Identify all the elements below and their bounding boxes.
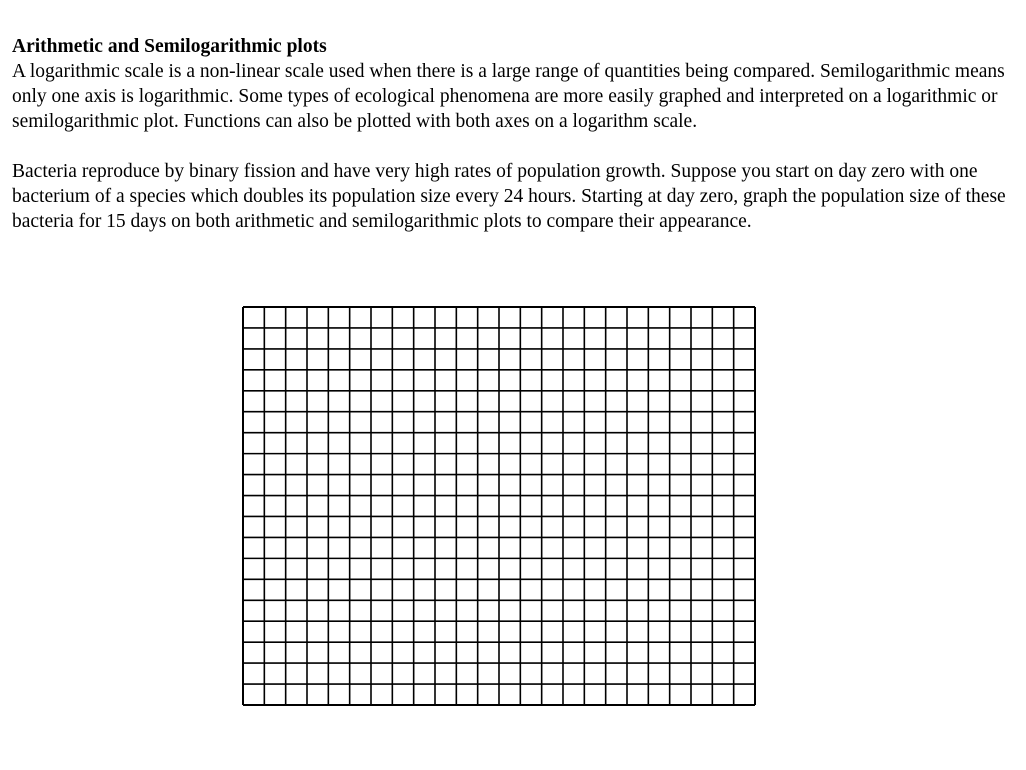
problem-paragraph: Bacteria reproduce by binary fission and have very high rates of population growth. Suppose you start on day zero with one bacterium of a species which doubles its population size every 24 hours. Starting at day zero, graph the population size of these bacteria for 15 days on both arithmetic and semilogarithmic plots to compare their appearance. bbox=[12, 161, 1006, 232]
document-body bbox=[12, 34, 1012, 234]
blank-graph-grid bbox=[242, 306, 756, 706]
graph-grid-svg bbox=[242, 306, 756, 706]
section-heading: Arithmetic and Semilogarithmic plots bbox=[12, 36, 327, 57]
intro-paragraph: A logarithmic scale is a non-linear scale used when there is a large range of quantities being compared. Semilogarithmic means only one axis is logarithmic. Some types of ecological phenomena are more easily graphed and interpreted on a logarithmic or semilogarithmic plot. Functions can also be plotted with both axes on a logarithm scale. bbox=[12, 61, 1005, 132]
